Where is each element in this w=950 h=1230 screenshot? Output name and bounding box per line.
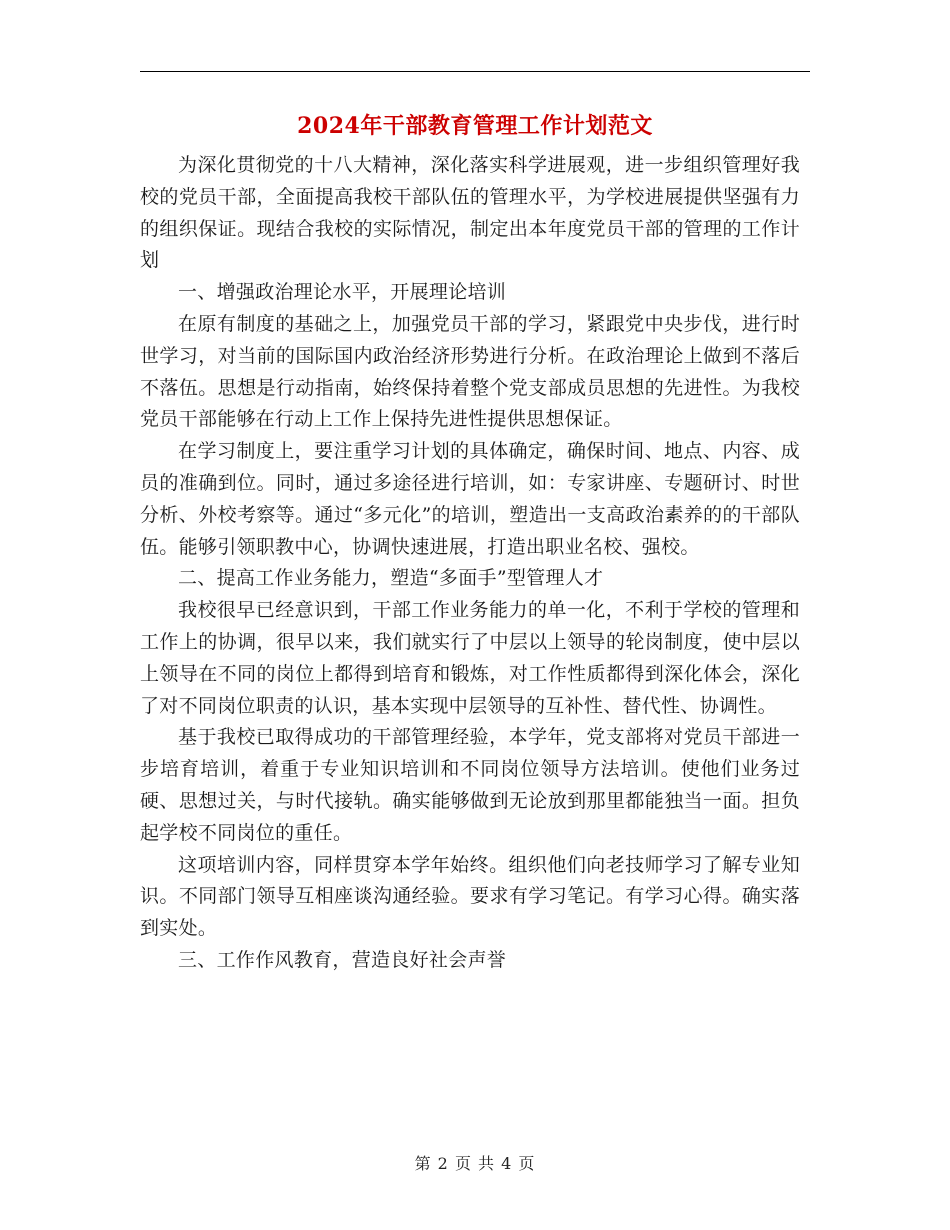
paragraph-2-1: 我校很早已经意识到，干部工作业务能力的单一化，不利于学校的管理和工作上的协调，很早以来，我们就实行了中层以上领导的轮岗制度，使中层以上领导在不同的岗位上都得到培育和锻炼，对工作性质都得到深化体会，深化了对不同岗位职责的认识，基本实现中层领导的互补性、替代性、协调性。 (140, 599, 800, 717)
paragraph-1-2: 在学习制度上，要注重学习计划的具体确定，确保时间、地点、内容、成员的准确到位。同时，通过多途径进行培训，如：专家讲座、专题研讨、时世分析、外校考察等。通过“多元化”的培训，塑造出一支高政治素养的的干部队伍。能够引领职教中心，协调快速进展，打造出职业名校、强校。 (140, 440, 800, 558)
section-heading-2: 二、提高工作业务能力，塑造“多面手”型管理人才 (178, 567, 604, 590)
paragraph-2-3: 这项培训内容，同样贯穿本学年始终。组织他们向老技师学习了解专业知识。不同部门领导互相座谈沟通经验。要求有学习笔记。有学习心得。确实落到实处。 (140, 853, 800, 940)
paragraph-2-2: 基于我校已取得成功的干部管理经验，本学年，党支部将对党员干部进一步培育培训，着重于专业知识培训和不同岗位领导方法培训。使他们业务过硬、思想过关，与时代接轨。确实能够做到无论放到那里都能独当一面。担负起学校不同岗位的重任。 (140, 726, 800, 844)
paragraph-intro: 为深化贯彻党的十八大精神，深化落实科学进展观，进一步组织管理好我校的党员干部，全面提高我校干部队伍的管理水平，为学校进展提供坚强有力的组织保证。现结合我校的实际情况，制定出本年度党员干部的管理的工作计划 (140, 154, 800, 272)
page-number: 第 2 页 共 4 页 (414, 1154, 536, 1173)
document-body (140, 150, 800, 977)
paragraph-1-1: 在原有制度的基础之上，加强党员干部的学习，紧跟党中央步伐，进行时世学习，对当前的国际国内政治经济形势进行分析。在政治理论上做到不落后不落伍。思想是行动指南，始终保持着整个党支部成员思想的先进性。为我校党员干部能够在行动上工作上保持先进性提供思想保证。 (140, 312, 800, 431)
section-heading-3: 三、工作作风教育，营造良好社会声誉 (178, 948, 507, 971)
section-heading-1: 一、增强政治理论水平，开展理论培训 (178, 281, 507, 304)
header-rule (140, 71, 810, 72)
document-title: 2024年干部教育管理工作计划范文 (297, 113, 653, 139)
